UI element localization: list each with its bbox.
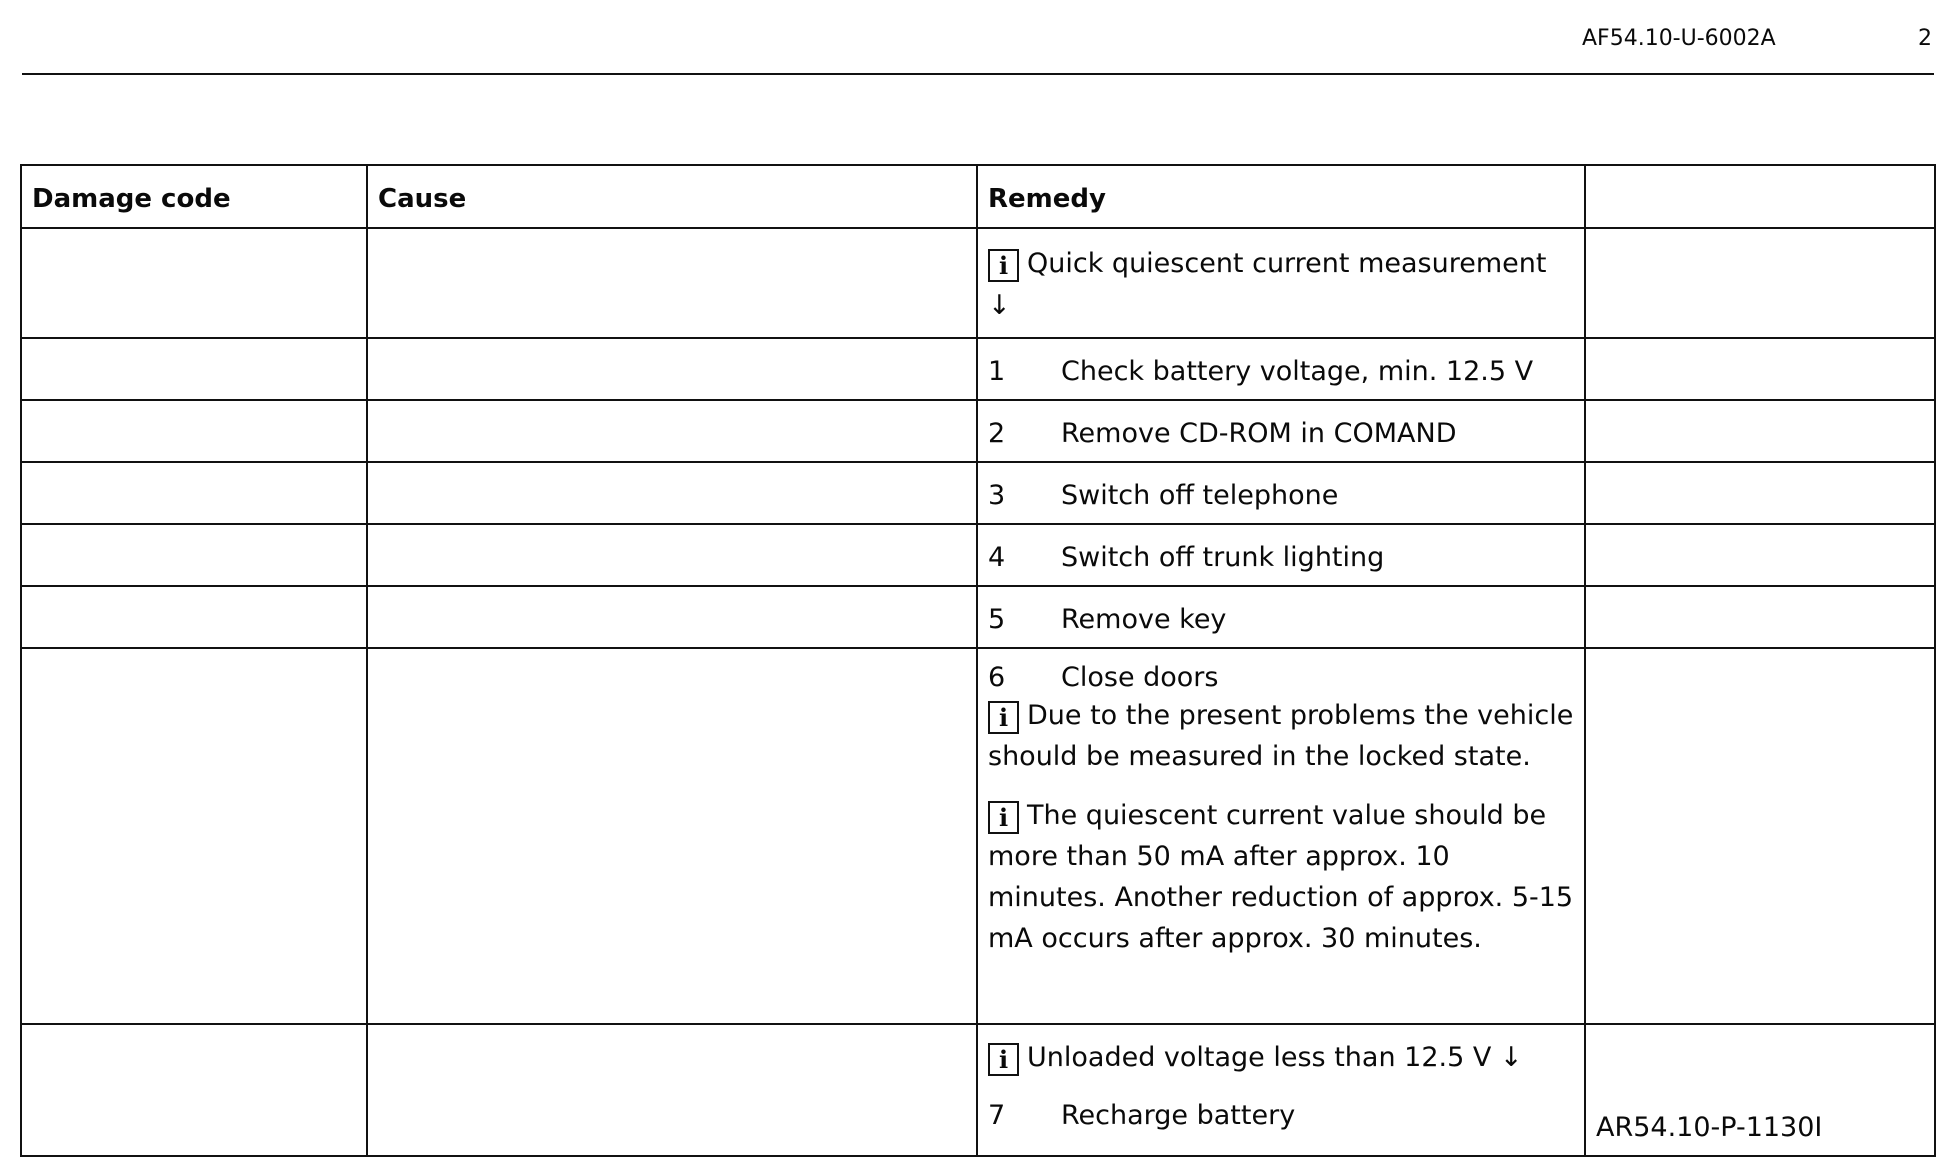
table-row xyxy=(21,228,1935,338)
remedy-step xyxy=(988,475,1574,517)
info-box-icon: i xyxy=(988,701,1019,734)
column-header-reference xyxy=(1585,165,1935,228)
step-number: 1 xyxy=(988,356,1006,387)
damage-code-cell xyxy=(21,1024,367,1156)
cause-cell xyxy=(367,524,977,586)
step-text: Recharge battery xyxy=(1061,1100,1296,1131)
step-text: Remove key xyxy=(1061,604,1227,635)
column-header-damage-code: Damage code xyxy=(21,165,367,228)
document-id: AF54.10-U-6002A xyxy=(1582,26,1776,51)
remedy-cell xyxy=(977,586,1585,648)
repair-table xyxy=(20,164,1936,1157)
table-row xyxy=(21,524,1935,586)
reference-cell xyxy=(1585,228,1935,338)
remedy-step xyxy=(988,413,1574,455)
info-note-text: Due to the present problems the vehicle should be measured in the locked state. xyxy=(988,700,1574,772)
step-number: 7 xyxy=(988,1100,1006,1131)
cause-cell xyxy=(367,648,977,1024)
remedy-step xyxy=(988,351,1574,393)
remedy-cell xyxy=(977,228,1585,338)
column-header-cause: Cause xyxy=(367,165,977,228)
remedy-cell xyxy=(977,400,1585,462)
cause-cell xyxy=(367,228,977,338)
step-number: 2 xyxy=(988,418,1006,449)
remedy-step xyxy=(988,537,1574,579)
reference-cell xyxy=(1585,462,1935,524)
step-text: Switch off trunk lighting xyxy=(1061,542,1385,573)
table-header-row xyxy=(21,165,1935,228)
remedy-info-text: Quick quiescent current measurement ↓ xyxy=(988,248,1547,321)
table-row xyxy=(21,338,1935,400)
damage-code-cell xyxy=(21,228,367,338)
table-row xyxy=(21,1024,1935,1156)
reference-cell xyxy=(1585,338,1935,400)
step-number: 3 xyxy=(988,480,1006,511)
reference-cell xyxy=(1585,524,1935,586)
damage-code-cell xyxy=(21,462,367,524)
reference-link[interactable]: AR54.10-P-1130I xyxy=(1596,1112,1823,1143)
remedy-info-note xyxy=(988,243,1574,327)
remedy-cell xyxy=(977,462,1585,524)
damage-code-cell xyxy=(21,524,367,586)
step-text: Check battery voltage, min. 12.5 V xyxy=(1061,356,1534,387)
remedy-cell xyxy=(977,648,1585,1024)
header-divider xyxy=(22,73,1934,75)
info-note xyxy=(988,695,1574,777)
info-box-icon: i xyxy=(988,249,1019,282)
info-note xyxy=(988,795,1574,959)
step-number: 4 xyxy=(988,542,1006,573)
info-box-icon: i xyxy=(988,801,1019,834)
reference-cell xyxy=(1585,648,1935,1024)
reference-cell xyxy=(1585,1024,1935,1156)
cause-cell xyxy=(367,338,977,400)
table-row xyxy=(21,462,1935,524)
remedy-cell xyxy=(977,338,1585,400)
cause-cell xyxy=(367,400,977,462)
cause-cell xyxy=(367,462,977,524)
remedy-info-text: Unloaded voltage less than 12.5 V ↓ xyxy=(1027,1042,1523,1073)
damage-code-cell xyxy=(21,338,367,400)
column-header-remedy: Remedy xyxy=(977,165,1585,228)
step-text: Switch off telephone xyxy=(1061,480,1339,511)
info-note-text: The quiescent current value should be more than 50 mA after approx. 10 minutes. Another reduction of approx. 5-15 mA occurs after approx. 30 minutes. xyxy=(988,800,1574,954)
damage-code-cell xyxy=(21,586,367,648)
cause-cell xyxy=(367,586,977,648)
page-number: 2 xyxy=(1918,26,1932,51)
remedy-info-note xyxy=(988,1037,1574,1079)
remedy-step xyxy=(988,599,1574,641)
info-box-icon: i xyxy=(988,1043,1019,1076)
step-text: Remove CD-ROM in COMAND xyxy=(1061,418,1457,449)
table-row xyxy=(21,400,1935,462)
damage-code-cell xyxy=(21,400,367,462)
remedy-step xyxy=(988,1095,1574,1137)
reference-cell xyxy=(1585,586,1935,648)
step-text: Close doors xyxy=(1061,662,1219,693)
reference-cell xyxy=(1585,400,1935,462)
cause-cell xyxy=(367,1024,977,1156)
remedy-step xyxy=(988,661,1574,695)
table-row xyxy=(21,648,1935,1024)
page-header xyxy=(0,0,1956,80)
remedy-cell xyxy=(977,1024,1585,1156)
step-number: 6 xyxy=(988,662,1006,693)
table-row xyxy=(21,586,1935,648)
step-number: 5 xyxy=(988,604,1006,635)
remedy-cell xyxy=(977,524,1585,586)
damage-code-cell xyxy=(21,648,367,1024)
